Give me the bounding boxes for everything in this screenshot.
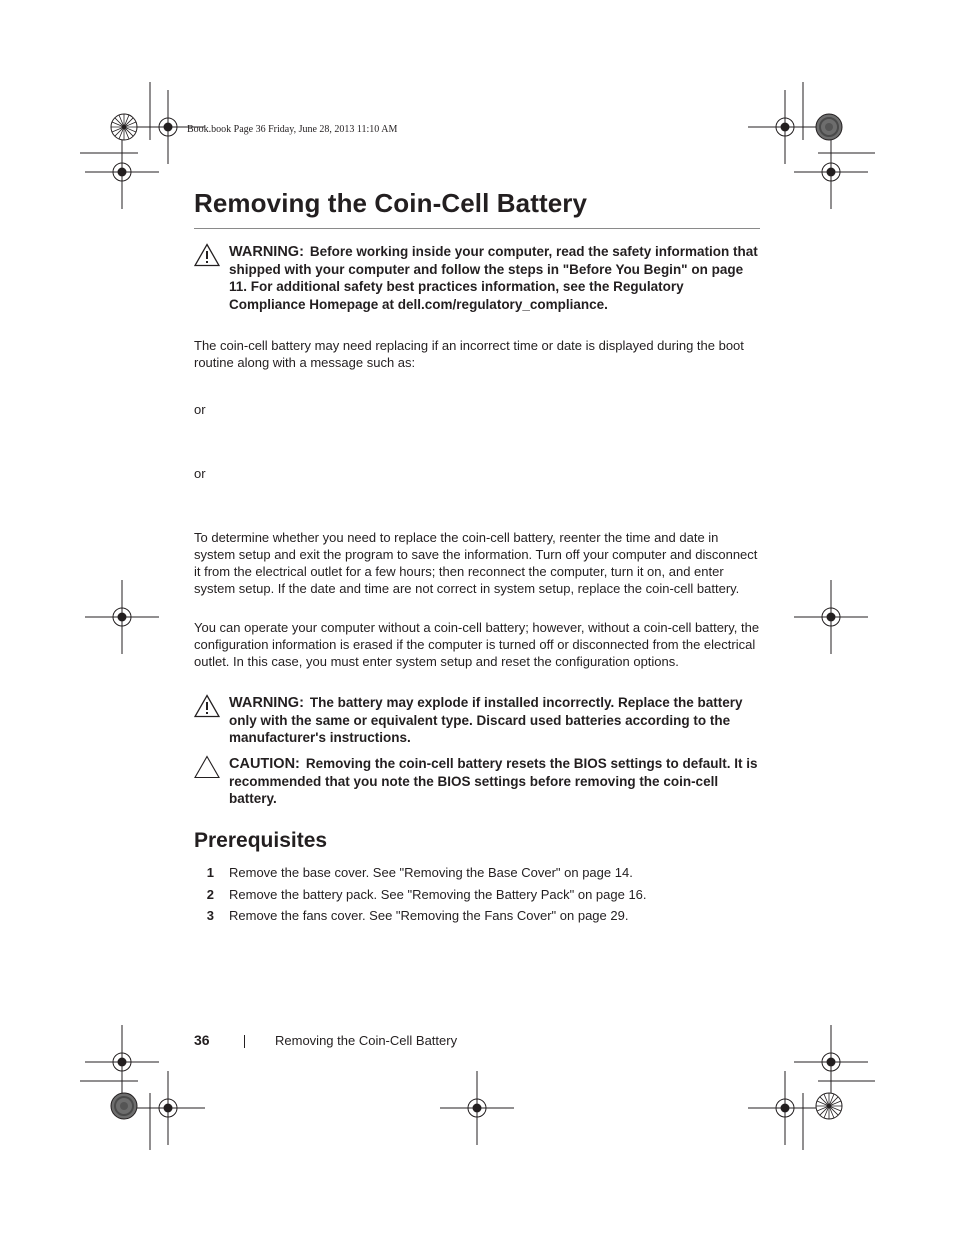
print-header: Book.book Page 36 Friday, June 28, 2013 11:10 AM: [187, 124, 398, 135]
page-title: Removing the Coin-Cell Battery: [194, 188, 588, 218]
warning-icon: [194, 694, 220, 718]
caution-icon: [194, 755, 220, 779]
operate-paragraph: You can operate your computer without a coin-cell battery; however, without a coin-cell battery, the configuration information is erased if the computer is turned off or disconnected from the electrical outlet. In this case, you must enter system setup and reset the configuration options.: [194, 620, 760, 669]
prerequisite-step: [194, 864, 760, 881]
warning-body: The battery may explode if installed incorrectly. Replace the battery only with the same or equivalent type. Discard used batteries according to the manufacturer's instructions.: [229, 695, 743, 746]
step-number: 1: [206, 865, 214, 880]
warning-safety-notice: [194, 243, 760, 313]
step-text: Remove the battery pack. See "Removing the Battery Pack" on page 16.: [229, 887, 647, 902]
footer-section-title: Removing the Coin-Cell Battery: [275, 1033, 458, 1048]
warning-battery-notice: [194, 694, 760, 747]
warning-label: WARNING:: [229, 244, 304, 260]
prerequisite-step: [194, 907, 760, 924]
warning-text-block: [229, 694, 760, 747]
step-text: Remove the fans cover. See "Removing the Fans Cover" on page 29.: [229, 908, 629, 923]
warning-body: Before working inside your computer, read the safety information that shipped with your computer and follow the steps in "Before You Begin" on page 11. For additional safety best practices information, see the Regulatory Compliance Homepage at dell.com/regulatory_compliance.: [229, 244, 758, 312]
step-number: 3: [206, 908, 214, 923]
prerequisites-heading: Prerequisites: [194, 829, 328, 852]
footer-separator: [244, 1035, 245, 1048]
warning-text-block: [229, 243, 760, 313]
warning-label: WARNING:: [229, 695, 304, 711]
title-divider: [194, 228, 760, 229]
step-text: Remove the base cover. See "Removing the Base Cover" on page 14.: [229, 865, 633, 880]
prerequisite-step: [194, 886, 760, 903]
intro-paragraph: The coin-cell battery may need replacing if an incorrect time or date is displayed during the boot routine along with a message such as:: [194, 338, 744, 370]
caution-label: CAUTION:: [229, 756, 300, 772]
caution-text-block: [229, 755, 760, 808]
step-number: 2: [206, 887, 214, 902]
or-separator-1: or: [194, 402, 206, 417]
warning-icon: [194, 243, 220, 267]
caution-notice: [194, 755, 760, 808]
footer-page-number: 36: [194, 1032, 210, 1048]
determine-paragraph: To determine whether you need to replace the coin-cell battery, reenter the time and date in system setup and exit the program to save the information. Turn off your computer and disconnect it from the electrical outlet for a few hours; then reconnect the computer, turn it on, and enter system setup. If the date and time are not correct in system setup, replace the coin-cell battery.: [194, 530, 758, 596]
or-separator-2: or: [194, 466, 206, 481]
caution-body: Removing the coin-cell battery resets the BIOS settings to default. It is recommended that you note the BIOS settings before removing the coin-cell battery.: [229, 756, 758, 807]
